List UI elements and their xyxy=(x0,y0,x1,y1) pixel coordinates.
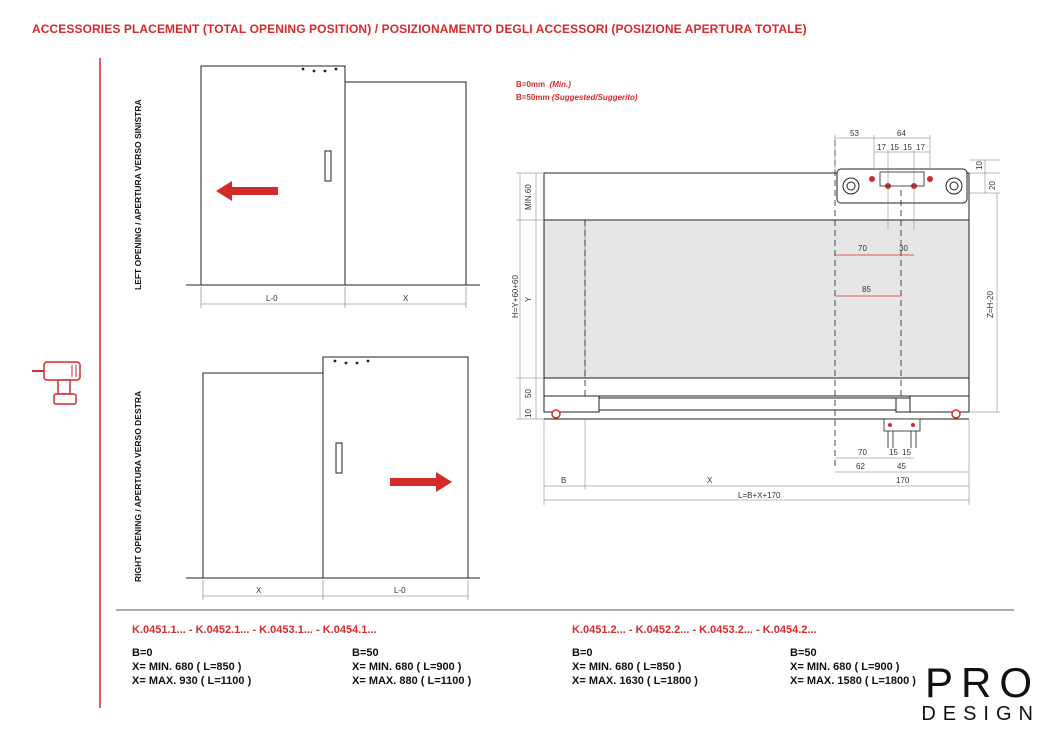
dim-15b: 15 xyxy=(903,143,912,152)
section-drawing xyxy=(516,135,1000,505)
dim-70: 70 xyxy=(858,244,867,253)
dim-b: B xyxy=(561,476,567,485)
arrow-left-icon xyxy=(216,181,278,201)
dim-bot-62: 62 xyxy=(856,462,865,471)
dim-door-right: L-0 xyxy=(394,586,406,595)
dim-h-formula: H=Y+60+60 xyxy=(511,275,520,318)
dim-bot-15a: 15 xyxy=(889,448,898,457)
spec-2-col-1: B=0 X= MIN. 680 ( L=850 ) X= MAX. 1630 ( L=1800 ) xyxy=(572,647,698,687)
dim-17a: 17 xyxy=(877,143,886,152)
dim-z-formula: Z=H-20 xyxy=(986,291,995,318)
arrow-right-icon xyxy=(390,472,452,492)
dim-opening-left: X xyxy=(403,294,409,303)
dim-door-left: L-0 xyxy=(266,294,278,303)
dim-opening-right: X xyxy=(256,586,262,595)
right-opening-label: RIGHT OPENING / APERTURA VERSO DESTRA xyxy=(133,390,143,582)
page-title: ACCESSORIES PLACEMENT (TOTAL OPENING POSITION) / POSIZIONAMENTO DEGLI ACCESSORI (POSIZIONE APERTURA TOTALE) xyxy=(32,22,807,36)
dim-total: L=B+X+170 xyxy=(738,491,781,500)
dim-15a: 15 xyxy=(890,143,899,152)
left-opening-label: LEFT OPENING / APERTURA VERSO SINISTRA xyxy=(133,99,143,290)
dim-bot-70: 70 xyxy=(858,448,867,457)
spec-1-col-2: B=50 X= MIN. 680 ( L=900 ) X= MAX. 880 ( L=1100 ) xyxy=(352,647,472,687)
spec-code-2: K.0451.2... - K.0452.2... - K.0453.2... - K.0454.2... xyxy=(572,624,817,636)
dim-min60: MIN.60 xyxy=(524,184,533,210)
dim-bot-15b: 15 xyxy=(902,448,911,457)
spec-1-col-1: B=0 X= MIN. 680 ( L=850 ) X= MAX. 930 ( L=1100 ) xyxy=(132,647,252,687)
dim-right-20: 20 xyxy=(988,181,997,190)
dim-85: 85 xyxy=(862,285,871,294)
dim-17b: 17 xyxy=(916,143,925,152)
b-min-note: B=0mm (Min.) xyxy=(516,80,571,89)
dim-left-50: 50 xyxy=(524,389,533,398)
spec-code-1: K.0451.1... - K.0452.1... - K.0453.1... - K.0454.1... xyxy=(132,624,377,636)
b-suggested-note: B=50mm (Suggested/Suggerito) xyxy=(516,93,638,102)
dim-x: X xyxy=(707,476,713,485)
dim-bot-45: 45 xyxy=(897,462,906,471)
dim-170: 170 xyxy=(896,476,910,485)
dim-64: 64 xyxy=(897,129,906,138)
dim-53: 53 xyxy=(850,129,859,138)
drill-icon xyxy=(30,356,88,408)
dim-left-10: 10 xyxy=(524,409,533,418)
logo: PRO DESIGN xyxy=(921,659,1040,725)
dim-30: 30 xyxy=(899,244,908,253)
spec-2-col-2: B=50 X= MIN. 680 ( L=900 ) X= MAX. 1580 ( L=1800 ) xyxy=(790,647,916,687)
dim-y: Y xyxy=(524,296,533,302)
dim-right-10: 10 xyxy=(975,161,984,170)
